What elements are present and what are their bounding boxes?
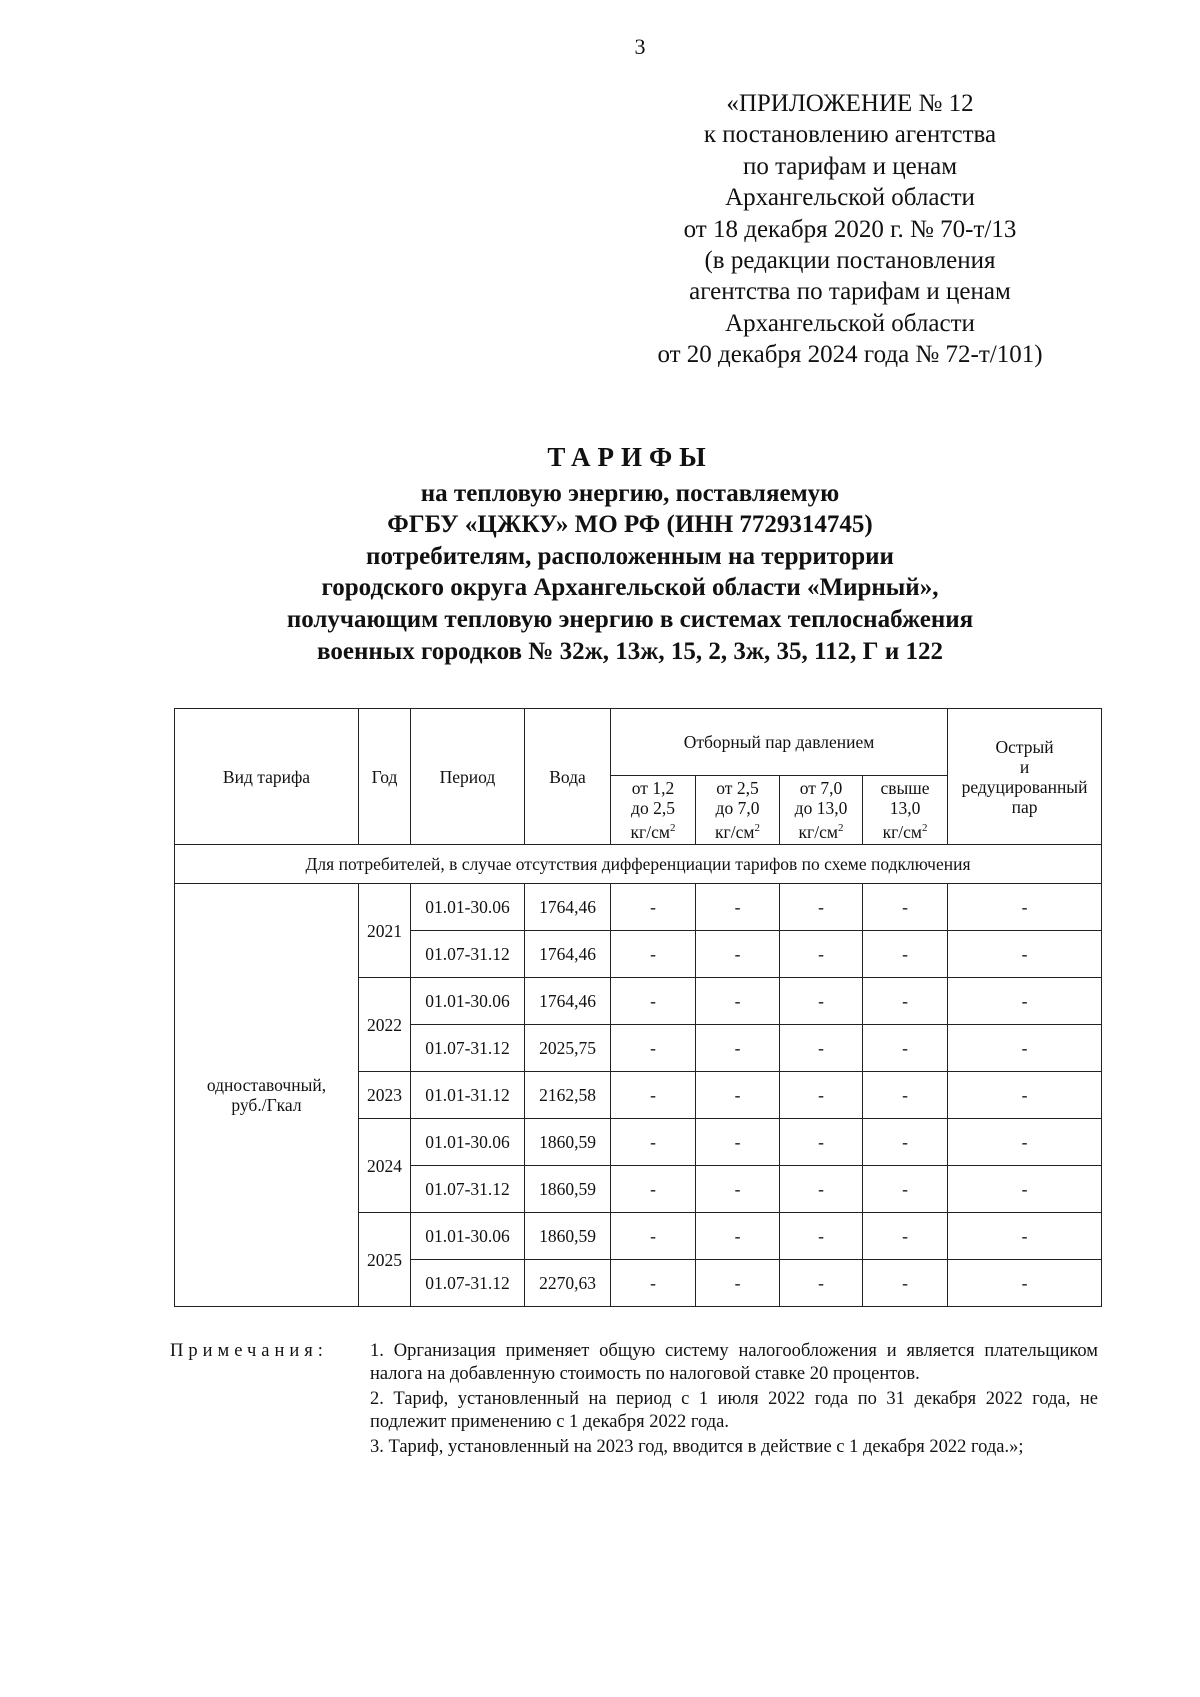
unit-text: кг/см — [882, 821, 922, 842]
period-cell: 01.01-30.06 — [411, 884, 525, 931]
annex-header — [560, 88, 1140, 371]
header-steam-2 — [696, 776, 780, 845]
steam-3-cell: - — [780, 1072, 863, 1119]
unit-label — [865, 818, 945, 842]
header-steam-line: до 7,0 — [715, 798, 760, 819]
period-cell: 01.01-30.06 — [411, 1213, 525, 1260]
year-cell: 2023 — [359, 1072, 411, 1119]
annex-header-line: агентства по тарифам и ценам — [689, 278, 1011, 306]
notes-list — [370, 1340, 1098, 1461]
unit-text: кг/см — [798, 821, 838, 842]
annex-header-line: к постановлению агентства — [703, 121, 997, 149]
steam-4-cell: - — [863, 978, 948, 1025]
title-line: ФГБУ «ЦЖКУ» МО РФ (ИНН 7729314745) — [387, 511, 873, 539]
water-cell: 1764,46 — [525, 978, 611, 1025]
period-cell: 01.07-31.12 — [411, 931, 525, 978]
title-main: ТАРИФЫ — [547, 442, 713, 472]
steam-3-cell: - — [780, 1119, 863, 1166]
document-title — [130, 442, 1130, 667]
steam-1-cell: - — [611, 1072, 696, 1119]
period-cell: 01.07-31.12 — [411, 1260, 525, 1307]
sharp-steam-cell: - — [948, 1025, 1102, 1072]
page-number: 3 — [634, 34, 646, 59]
steam-3-cell: - — [780, 1213, 863, 1260]
year-cell: 2022 — [359, 978, 411, 1072]
steam-2-cell: - — [696, 931, 780, 978]
steam-4-cell: - — [863, 1025, 948, 1072]
tariffs-table — [174, 708, 1102, 1307]
steam-2-cell: - — [696, 1166, 780, 1213]
water-cell: 2270,63 — [525, 1260, 611, 1307]
header-steam-line: от 2,5 — [716, 778, 759, 799]
steam-2-cell: - — [696, 1025, 780, 1072]
unit-label — [782, 818, 860, 842]
steam-2-cell: - — [696, 978, 780, 1025]
year-cell: 2025 — [359, 1213, 411, 1307]
period-cell: 01.01-30.06 — [411, 1119, 525, 1166]
sharp-steam-cell: - — [948, 884, 1102, 931]
annex-header-line: от 18 декабря 2020 г. № 70-т/13 — [683, 215, 1017, 243]
water-cell: 2162,58 — [525, 1072, 611, 1119]
header-steam-line: до 13,0 — [794, 798, 848, 819]
steam-2-cell: - — [696, 1213, 780, 1260]
steam-1-cell: - — [611, 884, 696, 931]
steam-1-cell: - — [611, 1213, 696, 1260]
unit-power: 2 — [837, 822, 844, 835]
water-cell: 2025,75 — [525, 1025, 611, 1072]
steam-4-cell: - — [863, 931, 948, 978]
sharp-steam-cell: - — [948, 1166, 1102, 1213]
steam-4-cell: - — [863, 884, 948, 931]
header-steam-line: до 2,5 — [631, 798, 675, 819]
header-tariff-type: Вид тарифа — [175, 709, 359, 845]
steam-1-cell: - — [611, 978, 696, 1025]
annex-header-line: Архангельской области — [725, 309, 975, 337]
annex-header-line: Архангельской области — [725, 184, 975, 212]
header-steam-line: свыше — [880, 778, 930, 799]
unit-power: 2 — [669, 822, 676, 835]
steam-1-cell: - — [611, 1260, 696, 1307]
notes-label: Примечания: — [170, 1341, 328, 1361]
steam-4-cell: - — [863, 1119, 948, 1166]
water-cell: 1860,59 — [525, 1119, 611, 1166]
steam-3-cell: - — [780, 1166, 863, 1213]
steam-1-cell: - — [611, 1119, 696, 1166]
header-sharp-line: и — [1019, 756, 1030, 777]
header-steam-line: от 1,2 — [631, 778, 675, 799]
unit-text: кг/см — [715, 821, 755, 842]
title-line: на тепловую энергию, поставляемую — [420, 479, 840, 507]
unit-power: 2 — [921, 822, 928, 835]
steam-3-cell: - — [780, 931, 863, 978]
title-line: потребителям, расположенным на территории — [366, 542, 894, 570]
annex-header-line: от 20 декабря 2024 года № 72-т/101) — [657, 341, 1043, 369]
year-cell: 2021 — [359, 884, 411, 978]
period-cell: 01.07-31.12 — [411, 1025, 525, 1072]
steam-3-cell: - — [780, 978, 863, 1025]
header-steam-group: Отборный пар давлением — [611, 709, 948, 776]
steam-2-cell: - — [696, 1072, 780, 1119]
title-line: военных городков № 32ж, 13ж, 15, 2, 3ж, 35, 112, Г и 122 — [317, 637, 943, 665]
steam-1-cell: - — [611, 931, 696, 978]
sharp-steam-cell: - — [948, 978, 1102, 1025]
sharp-steam-cell: - — [948, 1072, 1102, 1119]
steam-4-cell: - — [863, 1260, 948, 1307]
steam-4-cell: - — [863, 1213, 948, 1260]
steam-1-cell: - — [611, 1025, 696, 1072]
unit-power: 2 — [754, 822, 760, 835]
header-steam-line: от 7,0 — [799, 778, 843, 799]
header-water: Вода — [525, 709, 611, 845]
steam-2-cell: - — [696, 1119, 780, 1166]
tariff-type-line: руб./Гкал — [231, 1095, 302, 1115]
period-cell: 01.01-31.12 — [411, 1072, 525, 1119]
header-period: Период — [411, 709, 525, 845]
steam-3-cell: - — [780, 1260, 863, 1307]
steam-2-cell: - — [696, 884, 780, 931]
tariff-type-cell — [175, 884, 359, 1307]
note-item: 2. Тариф, установленный на период с 1 июля 2022 года по 31 декабря 2022 года, не подлежит применению с 1 декабря 2022 года. — [370, 1389, 1098, 1432]
header-year: Год — [359, 709, 411, 845]
unit-text: кг/см — [630, 821, 670, 842]
unit-label — [698, 818, 777, 842]
steam-3-cell: - — [780, 1025, 863, 1072]
tariff-type-line: одноставочный, — [206, 1075, 327, 1095]
water-cell: 1860,59 — [525, 1213, 611, 1260]
header-steam-4 — [863, 776, 948, 845]
period-cell: 01.01-30.06 — [411, 978, 525, 1025]
title-line: городского округа Архангельской области «Мирный», — [321, 574, 939, 602]
header-sharp-steam — [948, 709, 1102, 845]
sharp-steam-cell: - — [948, 1213, 1102, 1260]
steam-1-cell: - — [611, 1166, 696, 1213]
section-note-row — [175, 845, 1102, 884]
note-item: 1. Организация применяет общую систему налогообложения и является плательщиком налога на добавленную стоимость по налоговой ставке 20 процентов. — [370, 1341, 1098, 1384]
table-row — [175, 884, 1102, 931]
annex-header-line: «ПРИЛОЖЕНИЕ № 12 — [726, 90, 974, 117]
water-cell: 1764,46 — [525, 884, 611, 931]
title-line: получающим тепловую энергию в системах теплоснабжения — [286, 605, 974, 633]
steam-4-cell: - — [863, 1072, 948, 1119]
header-steam-3 — [780, 776, 863, 845]
header-sharp-line: Острый — [995, 736, 1054, 757]
water-cell: 1764,46 — [525, 931, 611, 978]
table-header-row — [175, 709, 1102, 776]
annex-header-line: по тарифам и ценам — [742, 152, 958, 180]
water-cell: 1860,59 — [525, 1166, 611, 1213]
note-item: 3. Тариф, установленный на 2023 год, вводится в действие с 1 декабря 2022 года.»; — [370, 1437, 1024, 1457]
steam-3-cell: - — [780, 884, 863, 931]
header-steam-line: 13,0 — [889, 798, 921, 819]
sharp-steam-cell: - — [948, 1260, 1102, 1307]
header-sharp-line: пар — [1011, 796, 1038, 817]
unit-label — [613, 818, 693, 842]
header-steam-1 — [611, 776, 696, 845]
period-cell: 01.07-31.12 — [411, 1166, 525, 1213]
sharp-steam-cell: - — [948, 931, 1102, 978]
steam-2-cell: - — [696, 1260, 780, 1307]
section-note: Для потребителей, в случае отсутствия дифференциации тарифов по схеме подключения — [175, 845, 1102, 884]
sharp-steam-cell: - — [948, 1119, 1102, 1166]
annex-header-line: (в редакции постановления — [704, 247, 996, 275]
header-sharp-line: редуцированный — [961, 776, 1088, 797]
steam-4-cell: - — [863, 1166, 948, 1213]
year-cell: 2024 — [359, 1119, 411, 1213]
